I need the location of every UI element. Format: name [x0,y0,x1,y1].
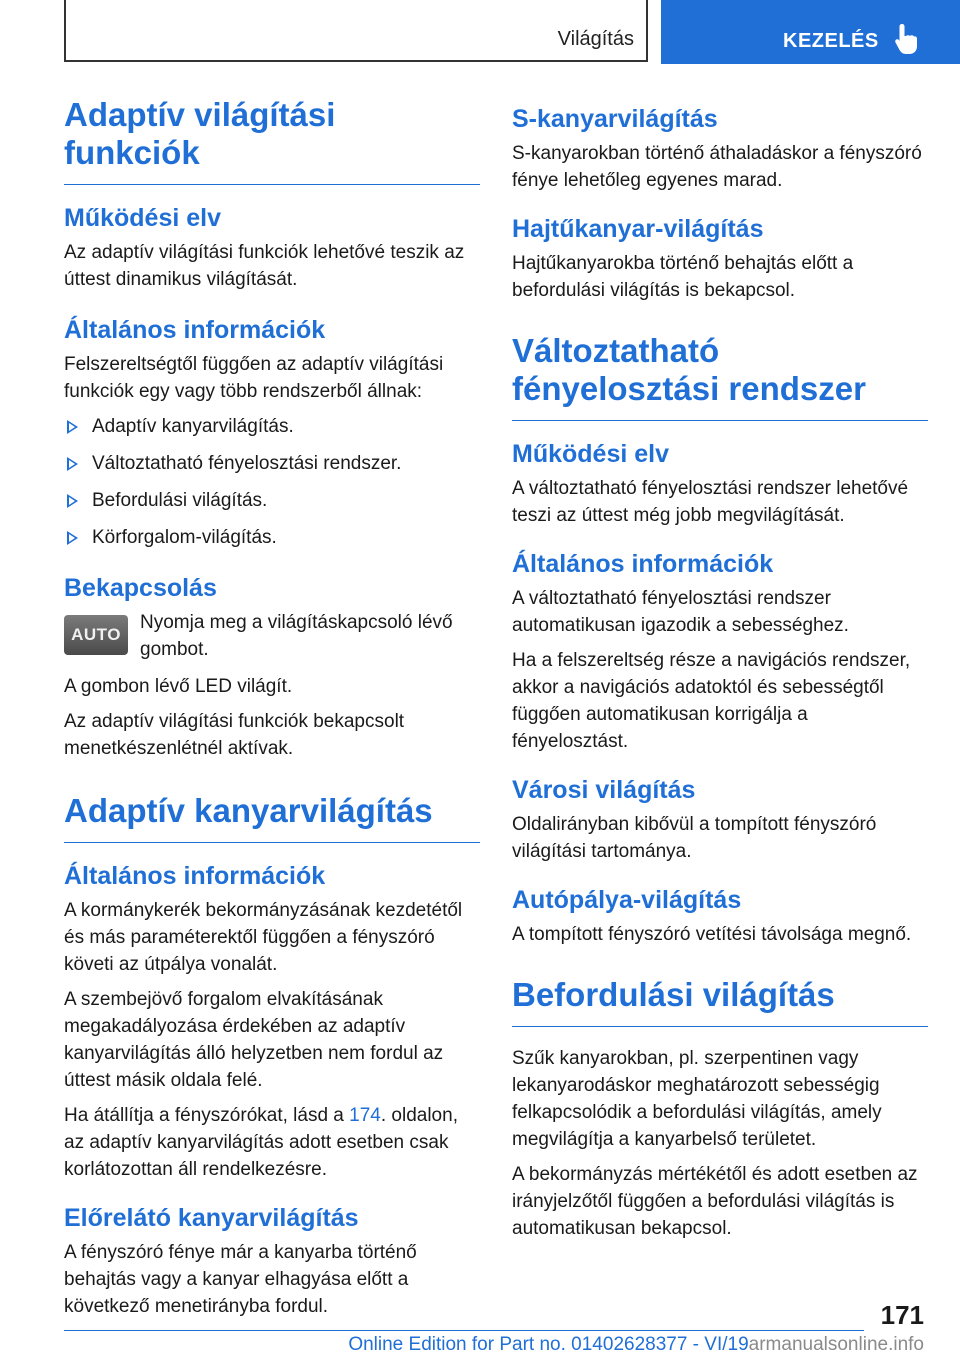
heading-hairpin: Hajtűkanyar-világítás [512,215,764,243]
paragraph-general-1: A változtatható fényelosztási rendszer automatikusan igazodik a sebességhez. [512,588,849,636]
heading-principle: Működési elv [64,204,221,232]
right-column [512,104,928,1250]
section-tab [661,0,960,64]
section-label: KEZELÉS [783,30,879,52]
list-item: Körforgalom-világítás. [64,524,480,551]
heading-curve-general: Általános információk [64,862,326,890]
paragraph-general-2: Ha a felszereltség része a navigációs rendszer, akkor a navigációs adatoktól és sebességtől függően automatikusan korrigálja a fényelosztást. [512,650,911,752]
footer-divider [64,1330,864,1331]
paragraph-general-info: Felszereltségtől függően az adaptív világítási funkciók egy vagy több rendszerből állnak: [64,354,444,402]
left-column [64,96,480,1328]
heading-s-curve: S-kanyarvilágítás [512,105,718,133]
hand-pointer-icon [893,22,923,56]
heading-switch-on: Bekapcsolás [64,574,217,602]
paragraph-turn-2: A bekormányzás mértékétől és adott esetben az irányjelzőtől függően a befordulási világítás is automatikusan bekapcsol. [512,1164,918,1239]
edition-text: Online Edition for Part no. 01402628377 - VI/19 [348,1334,749,1355]
auto-button-icon: AUTO [64,615,128,655]
paragraph-hairpin: Hajtűkanyarokba történő behajtás előtt a befordulási világítás is bekapcsol. [512,253,854,301]
triangle-bullet-icon [67,420,78,434]
triangle-bullet-icon [67,457,78,471]
heading-variable-light: Változtatható fényelosztási rendszer [512,332,928,421]
heading-predictive-curve: Előrelátó kanyarvilágítás [64,1204,359,1232]
paragraph-turn-1: Szűk kanyarokban, pl. szerpentinen vagy lekanyarodáskor meghatározott sebességig felkapcsolódik a befordulási világítás, amely megvilágítja a kanyarbelső területet. [512,1048,882,1150]
auto-instruction [64,609,480,663]
watermark-text: armanualsonline.info [748,1334,924,1355]
paragraph-principle: Az adaptív világítási funkciók lehetővé teszik az úttest dinamikus világítását. [64,242,465,290]
paragraph-city-light: Oldalirányban kibővül a tompított fényszóró világítási tartománya. [512,814,877,862]
triangle-bullet-icon [67,531,78,545]
footer-edition [64,1334,924,1356]
paragraph-curve-1: A kormánykerék bekormányzásának kezdetétől és más paraméterektől függően a fényszóró követi az útpálya vonalát. [64,900,463,975]
paragraph-curve-2: A szembejövő forgalom elvakításának megakadályozása érdekében az adaptív kanyarvilágítás álló helyzetben nem fordul az úttest másik oldala felé. [64,989,444,1091]
paragraph-active: Az adaptív világítási funkciók bekapcsolt menetkészenlétnél aktívak. [64,711,405,759]
heading-turn-light: Befordulási világítás [512,976,928,1027]
heading-principle: Működési elv [512,440,669,468]
paragraph-curve-3: Ha átállítja a fényszórókat, lásd a 174. oldalon, az adaptív kanyarvilágítás adott esetben csak korlátozottan áll rendelkezésre. [64,1105,458,1180]
heading-adaptive-curve-light: Adaptív kanyarvilágítás [64,792,480,843]
systems-list [64,413,480,551]
heading-adaptive-functions: Adaptív világítási funkciók [64,96,480,185]
heading-city-light: Városi világítás [512,776,696,804]
heading-general-info: Általános információk [512,550,774,578]
page-number: 171 [880,1300,924,1330]
heading-general-info: Általános információk [64,316,326,344]
paragraph-predictive: A fényszóró fénye már a kanyarba történő behajtás vagy a kanyar elhagyása előtt a következő menetirányba fordul. [64,1242,417,1317]
list-item: Változtatható fényelosztási rendszer. [64,450,480,477]
paragraph-led: A gombon lévő LED világít. [64,676,293,697]
paragraph-s-curve: S-kanyarokban történő áthaladáskor a fényszóró fénye lehetőleg egyenes marad. [512,143,922,191]
triangle-bullet-icon [67,494,78,508]
paragraph-principle: A változtatható fényelosztási rendszer lehetővé teszi az úttest még jobb megvilágítását. [512,478,909,526]
paragraph-press-button: Nyomja meg a világításkapcsoló lévő gombot. [140,612,453,660]
page-link[interactable]: 174 [349,1105,381,1126]
paragraph-highway-light: A tompított fényszóró vetítési távolsága megnő. [512,924,912,945]
header-title: Világítás [557,28,634,50]
header-frame [64,0,648,62]
list-item: Adaptív kanyarvilágítás. [64,413,480,440]
heading-highway-light: Autópálya-világítás [512,886,742,914]
list-item: Befordulási világítás. [64,487,480,514]
